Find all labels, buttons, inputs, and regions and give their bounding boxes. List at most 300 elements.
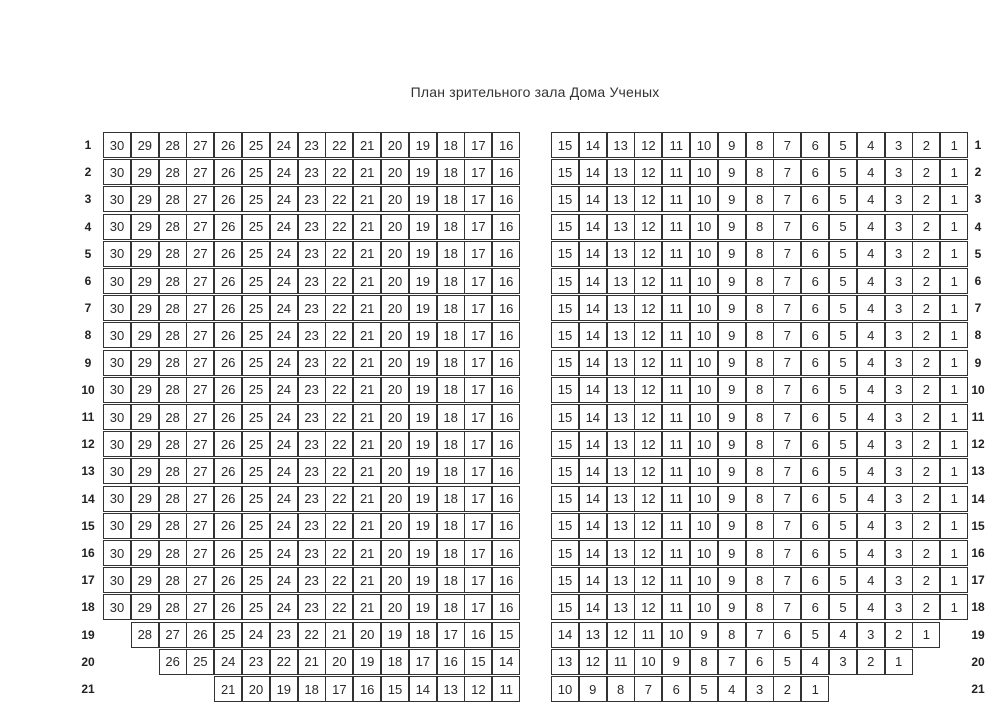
seat-left[interactable]: 25 — [242, 214, 270, 240]
seat-left[interactable]: 21 — [298, 649, 326, 675]
seat-left[interactable]: 16 — [492, 540, 520, 566]
seat-right[interactable]: 8 — [607, 676, 635, 702]
seat-left[interactable]: 19 — [353, 649, 381, 675]
seat-right[interactable]: 12 — [634, 567, 662, 593]
seat-left[interactable]: 20 — [353, 622, 381, 648]
seat-right[interactable]: 5 — [829, 486, 857, 512]
seat-left[interactable]: 28 — [159, 241, 187, 267]
seat-left[interactable]: 18 — [437, 132, 465, 158]
seat-right[interactable]: 6 — [801, 513, 829, 539]
seat-left[interactable]: 19 — [409, 322, 437, 348]
seat-right[interactable]: 10 — [662, 622, 690, 648]
seat-right[interactable]: 3 — [829, 649, 857, 675]
seat-left[interactable]: 16 — [492, 214, 520, 240]
seat-left[interactable]: 30 — [103, 159, 131, 185]
seat-left[interactable]: 17 — [464, 431, 492, 457]
seat-left[interactable]: 17 — [464, 458, 492, 484]
seat-left[interactable]: 27 — [186, 594, 214, 620]
seat-right[interactable]: 8 — [746, 513, 774, 539]
seat-left[interactable]: 18 — [437, 241, 465, 267]
seat-left[interactable]: 24 — [270, 377, 298, 403]
seat-right[interactable]: 13 — [607, 567, 635, 593]
seat-left[interactable]: 18 — [437, 159, 465, 185]
seat-right[interactable]: 2 — [773, 676, 801, 702]
seat-left[interactable]: 27 — [186, 431, 214, 457]
seat-left[interactable]: 24 — [270, 431, 298, 457]
seat-right[interactable]: 9 — [718, 377, 746, 403]
seat-left[interactable]: 24 — [242, 622, 270, 648]
seat-right[interactable]: 11 — [634, 622, 662, 648]
seat-right[interactable]: 7 — [773, 513, 801, 539]
seat-left[interactable]: 25 — [242, 241, 270, 267]
seat-right[interactable]: 10 — [690, 513, 718, 539]
seat-right[interactable]: 5 — [829, 322, 857, 348]
seat-right[interactable]: 5 — [829, 214, 857, 240]
seat-left[interactable]: 25 — [242, 186, 270, 212]
seat-left[interactable]: 21 — [353, 513, 381, 539]
seat-right[interactable]: 1 — [912, 622, 940, 648]
seat-left[interactable]: 27 — [186, 214, 214, 240]
seat-left[interactable]: 24 — [270, 486, 298, 512]
seat-right[interactable]: 5 — [829, 594, 857, 620]
seat-left[interactable]: 21 — [353, 322, 381, 348]
seat-left[interactable]: 17 — [464, 241, 492, 267]
seat-right[interactable]: 12 — [634, 431, 662, 457]
seat-right[interactable]: 11 — [662, 241, 690, 267]
seat-left[interactable]: 22 — [325, 322, 353, 348]
seat-left[interactable]: 19 — [409, 214, 437, 240]
seat-left[interactable]: 28 — [131, 622, 159, 648]
seat-left[interactable]: 21 — [353, 241, 381, 267]
seat-right[interactable]: 8 — [746, 567, 774, 593]
seat-right[interactable]: 8 — [746, 159, 774, 185]
seat-right[interactable]: 9 — [690, 622, 718, 648]
seat-left[interactable]: 22 — [298, 622, 326, 648]
seat-left[interactable]: 15 — [492, 622, 520, 648]
seat-right[interactable]: 14 — [579, 458, 607, 484]
seat-right[interactable]: 7 — [746, 622, 774, 648]
seat-left[interactable]: 18 — [437, 214, 465, 240]
seat-right[interactable]: 4 — [857, 404, 885, 430]
seat-right[interactable]: 5 — [829, 458, 857, 484]
seat-right[interactable]: 2 — [912, 132, 940, 158]
seat-right[interactable]: 6 — [801, 159, 829, 185]
seat-left[interactable]: 25 — [242, 295, 270, 321]
seat-right[interactable]: 5 — [829, 404, 857, 430]
seat-left[interactable]: 16 — [492, 268, 520, 294]
seat-right[interactable]: 15 — [551, 322, 579, 348]
seat-right[interactable]: 5 — [829, 268, 857, 294]
seat-left[interactable]: 26 — [214, 594, 242, 620]
seat-right[interactable]: 14 — [579, 404, 607, 430]
seat-right[interactable]: 14 — [579, 186, 607, 212]
seat-right[interactable]: 9 — [718, 594, 746, 620]
seat-right[interactable]: 5 — [829, 350, 857, 376]
seat-right[interactable]: 13 — [607, 214, 635, 240]
seat-right[interactable]: 7 — [773, 404, 801, 430]
seat-right[interactable]: 3 — [885, 350, 913, 376]
seat-right[interactable]: 11 — [662, 268, 690, 294]
seat-left[interactable]: 20 — [381, 377, 409, 403]
seat-left[interactable]: 24 — [270, 241, 298, 267]
seat-right[interactable]: 7 — [773, 214, 801, 240]
seat-left[interactable]: 22 — [325, 186, 353, 212]
seat-left[interactable]: 24 — [270, 567, 298, 593]
seat-left[interactable]: 18 — [437, 458, 465, 484]
seat-left[interactable]: 16 — [492, 404, 520, 430]
seat-right[interactable]: 1 — [940, 322, 968, 348]
seat-right[interactable]: 9 — [718, 186, 746, 212]
seat-left[interactable]: 20 — [381, 513, 409, 539]
seat-left[interactable]: 16 — [492, 132, 520, 158]
seat-right[interactable]: 8 — [746, 186, 774, 212]
seat-right[interactable]: 9 — [718, 214, 746, 240]
seat-right[interactable]: 1 — [801, 676, 829, 702]
seat-left[interactable]: 20 — [381, 132, 409, 158]
seat-left[interactable]: 22 — [325, 377, 353, 403]
seat-left[interactable]: 27 — [186, 186, 214, 212]
seat-right[interactable]: 4 — [857, 513, 885, 539]
seat-left[interactable]: 21 — [353, 268, 381, 294]
seat-right[interactable]: 14 — [579, 214, 607, 240]
seat-left[interactable]: 29 — [131, 132, 159, 158]
seat-right[interactable]: 3 — [885, 268, 913, 294]
seat-right[interactable]: 6 — [801, 241, 829, 267]
seat-left[interactable]: 30 — [103, 431, 131, 457]
seat-right[interactable]: 7 — [634, 676, 662, 702]
seat-left[interactable]: 15 — [464, 649, 492, 675]
seat-left[interactable]: 19 — [409, 404, 437, 430]
seat-right[interactable]: 2 — [912, 322, 940, 348]
seat-left[interactable]: 19 — [270, 676, 298, 702]
seat-left[interactable]: 17 — [464, 594, 492, 620]
seat-left[interactable]: 17 — [464, 214, 492, 240]
seat-right[interactable]: 1 — [940, 159, 968, 185]
seat-left[interactable]: 29 — [131, 486, 159, 512]
seat-left[interactable]: 23 — [298, 404, 326, 430]
seat-right[interactable]: 15 — [551, 350, 579, 376]
seat-right[interactable]: 13 — [607, 513, 635, 539]
seat-right[interactable]: 4 — [857, 214, 885, 240]
seat-left[interactable]: 19 — [409, 540, 437, 566]
seat-right[interactable]: 14 — [579, 132, 607, 158]
seat-right[interactable]: 15 — [551, 186, 579, 212]
seat-right[interactable]: 1 — [940, 350, 968, 376]
seat-left[interactable]: 21 — [353, 350, 381, 376]
seat-right[interactable]: 15 — [551, 132, 579, 158]
seat-right[interactable]: 7 — [773, 431, 801, 457]
seat-right[interactable]: 12 — [634, 322, 662, 348]
seat-right[interactable]: 10 — [690, 214, 718, 240]
seat-left[interactable]: 17 — [464, 377, 492, 403]
seat-left[interactable]: 25 — [242, 540, 270, 566]
seat-left[interactable]: 23 — [298, 241, 326, 267]
seat-left[interactable]: 24 — [214, 649, 242, 675]
seat-left[interactable]: 28 — [159, 377, 187, 403]
seat-left[interactable]: 25 — [242, 567, 270, 593]
seat-right[interactable]: 1 — [940, 377, 968, 403]
seat-left[interactable]: 13 — [437, 676, 465, 702]
seat-right[interactable]: 1 — [940, 241, 968, 267]
seat-right[interactable]: 10 — [690, 159, 718, 185]
seat-right[interactable]: 4 — [801, 649, 829, 675]
seat-left[interactable]: 29 — [131, 458, 159, 484]
seat-right[interactable]: 1 — [940, 404, 968, 430]
seat-right[interactable]: 14 — [579, 377, 607, 403]
seat-left[interactable]: 17 — [409, 649, 437, 675]
seat-right[interactable]: 2 — [912, 513, 940, 539]
seat-left[interactable]: 23 — [298, 377, 326, 403]
seat-right[interactable]: 3 — [885, 159, 913, 185]
seat-right[interactable]: 11 — [662, 594, 690, 620]
seat-left[interactable]: 25 — [242, 159, 270, 185]
seat-right[interactable]: 10 — [690, 295, 718, 321]
seat-right[interactable]: 14 — [579, 268, 607, 294]
seat-left[interactable]: 30 — [103, 214, 131, 240]
seat-left[interactable]: 14 — [409, 676, 437, 702]
seat-left[interactable]: 24 — [270, 214, 298, 240]
seat-left[interactable]: 17 — [464, 132, 492, 158]
seat-right[interactable]: 10 — [551, 676, 579, 702]
seat-right[interactable]: 4 — [857, 594, 885, 620]
seat-right[interactable]: 1 — [885, 649, 913, 675]
seat-left[interactable]: 23 — [298, 132, 326, 158]
seat-left[interactable]: 17 — [464, 540, 492, 566]
seat-left[interactable]: 17 — [325, 676, 353, 702]
seat-right[interactable]: 11 — [662, 159, 690, 185]
seat-left[interactable]: 30 — [103, 567, 131, 593]
seat-right[interactable]: 6 — [801, 431, 829, 457]
seat-left[interactable]: 26 — [214, 486, 242, 512]
seat-left[interactable]: 19 — [409, 159, 437, 185]
seat-left[interactable]: 22 — [325, 295, 353, 321]
seat-right[interactable]: 5 — [829, 513, 857, 539]
seat-left[interactable]: 27 — [186, 567, 214, 593]
seat-left[interactable]: 21 — [353, 404, 381, 430]
seat-right[interactable]: 1 — [940, 486, 968, 512]
seat-right[interactable]: 8 — [718, 622, 746, 648]
seat-right[interactable]: 9 — [718, 322, 746, 348]
seat-right[interactable]: 5 — [801, 622, 829, 648]
seat-left[interactable]: 18 — [437, 594, 465, 620]
seat-right[interactable]: 10 — [690, 350, 718, 376]
seat-right[interactable]: 12 — [634, 458, 662, 484]
seat-left[interactable]: 23 — [270, 622, 298, 648]
seat-right[interactable]: 3 — [885, 241, 913, 267]
seat-right[interactable]: 2 — [885, 622, 913, 648]
seat-left[interactable]: 23 — [298, 540, 326, 566]
seat-right[interactable]: 4 — [857, 350, 885, 376]
seat-left[interactable]: 28 — [159, 322, 187, 348]
seat-left[interactable]: 18 — [437, 186, 465, 212]
seat-right[interactable]: 13 — [607, 132, 635, 158]
seat-left[interactable]: 29 — [131, 594, 159, 620]
seat-left[interactable]: 27 — [186, 377, 214, 403]
seat-right[interactable]: 15 — [551, 214, 579, 240]
seat-left[interactable]: 19 — [409, 132, 437, 158]
seat-left[interactable]: 23 — [298, 350, 326, 376]
seat-left[interactable]: 26 — [214, 404, 242, 430]
seat-left[interactable]: 18 — [437, 295, 465, 321]
seat-right[interactable]: 5 — [829, 567, 857, 593]
seat-left[interactable]: 15 — [381, 676, 409, 702]
seat-right[interactable]: 9 — [662, 649, 690, 675]
seat-left[interactable]: 22 — [325, 132, 353, 158]
seat-right[interactable]: 4 — [857, 159, 885, 185]
seat-left[interactable]: 25 — [242, 486, 270, 512]
seat-right[interactable]: 8 — [746, 241, 774, 267]
seat-right[interactable]: 3 — [885, 431, 913, 457]
seat-right[interactable]: 1 — [940, 458, 968, 484]
seat-right[interactable]: 11 — [662, 322, 690, 348]
seat-right[interactable]: 7 — [773, 268, 801, 294]
seat-right[interactable]: 1 — [940, 186, 968, 212]
seat-left[interactable]: 25 — [242, 458, 270, 484]
seat-left[interactable]: 16 — [492, 567, 520, 593]
seat-left[interactable]: 21 — [325, 622, 353, 648]
seat-right[interactable]: 14 — [579, 431, 607, 457]
seat-right[interactable]: 9 — [718, 350, 746, 376]
seat-left[interactable]: 28 — [159, 513, 187, 539]
seat-left[interactable]: 28 — [159, 214, 187, 240]
seat-left[interactable]: 20 — [381, 458, 409, 484]
seat-right[interactable]: 15 — [551, 513, 579, 539]
seat-right[interactable]: 13 — [607, 458, 635, 484]
seat-right[interactable]: 10 — [690, 322, 718, 348]
seat-right[interactable]: 10 — [690, 431, 718, 457]
seat-left[interactable]: 18 — [437, 377, 465, 403]
seat-right[interactable]: 6 — [801, 540, 829, 566]
seat-left[interactable]: 23 — [298, 268, 326, 294]
seat-left[interactable]: 26 — [214, 513, 242, 539]
seat-left[interactable]: 25 — [242, 404, 270, 430]
seat-right[interactable]: 13 — [551, 649, 579, 675]
seat-right[interactable]: 3 — [885, 540, 913, 566]
seat-right[interactable]: 14 — [579, 513, 607, 539]
seat-right[interactable]: 15 — [551, 540, 579, 566]
seat-right[interactable]: 12 — [634, 268, 662, 294]
seat-right[interactable]: 6 — [801, 132, 829, 158]
seat-right[interactable]: 6 — [801, 567, 829, 593]
seat-right[interactable]: 11 — [662, 132, 690, 158]
seat-left[interactable]: 28 — [159, 268, 187, 294]
seat-left[interactable]: 16 — [437, 649, 465, 675]
seat-right[interactable]: 15 — [551, 377, 579, 403]
seat-right[interactable]: 14 — [579, 241, 607, 267]
seat-right[interactable]: 6 — [801, 486, 829, 512]
seat-left[interactable]: 20 — [381, 567, 409, 593]
seat-left[interactable]: 16 — [492, 186, 520, 212]
seat-right[interactable]: 8 — [746, 214, 774, 240]
seat-left[interactable]: 30 — [103, 322, 131, 348]
seat-left[interactable]: 27 — [186, 241, 214, 267]
seat-left[interactable]: 16 — [492, 295, 520, 321]
seat-left[interactable]: 20 — [381, 594, 409, 620]
seat-right[interactable]: 13 — [607, 594, 635, 620]
seat-right[interactable]: 13 — [607, 377, 635, 403]
seat-right[interactable]: 1 — [940, 132, 968, 158]
seat-left[interactable]: 17 — [464, 404, 492, 430]
seat-right[interactable]: 10 — [690, 458, 718, 484]
seat-left[interactable]: 21 — [353, 431, 381, 457]
seat-left[interactable]: 17 — [464, 513, 492, 539]
seat-right[interactable]: 14 — [579, 567, 607, 593]
seat-right[interactable]: 8 — [690, 649, 718, 675]
seat-right[interactable]: 15 — [551, 567, 579, 593]
seat-right[interactable]: 2 — [912, 350, 940, 376]
seat-left[interactable]: 26 — [214, 186, 242, 212]
seat-left[interactable]: 17 — [437, 622, 465, 648]
seat-left[interactable]: 16 — [492, 350, 520, 376]
seat-right[interactable]: 6 — [801, 295, 829, 321]
seat-right[interactable]: 1 — [940, 567, 968, 593]
seat-right[interactable]: 7 — [773, 241, 801, 267]
seat-left[interactable]: 24 — [270, 186, 298, 212]
seat-left[interactable]: 22 — [325, 241, 353, 267]
seat-right[interactable]: 9 — [718, 159, 746, 185]
seat-left[interactable]: 25 — [242, 431, 270, 457]
seat-right[interactable]: 4 — [857, 322, 885, 348]
seat-left[interactable]: 19 — [409, 241, 437, 267]
seat-left[interactable]: 29 — [131, 567, 159, 593]
seat-left[interactable]: 19 — [409, 186, 437, 212]
seat-left[interactable]: 24 — [270, 322, 298, 348]
seat-right[interactable]: 12 — [634, 132, 662, 158]
seat-left[interactable]: 22 — [325, 486, 353, 512]
seat-left[interactable]: 12 — [464, 676, 492, 702]
seat-left[interactable]: 19 — [409, 377, 437, 403]
seat-right[interactable]: 12 — [634, 486, 662, 512]
seat-left[interactable]: 29 — [131, 186, 159, 212]
seat-right[interactable]: 4 — [857, 567, 885, 593]
seat-right[interactable]: 14 — [579, 486, 607, 512]
seat-left[interactable]: 20 — [381, 404, 409, 430]
seat-right[interactable]: 8 — [746, 431, 774, 457]
seat-left[interactable]: 20 — [381, 159, 409, 185]
seat-left[interactable]: 24 — [270, 132, 298, 158]
seat-left[interactable]: 29 — [131, 404, 159, 430]
seat-right[interactable]: 6 — [801, 186, 829, 212]
seat-right[interactable]: 14 — [579, 322, 607, 348]
seat-left[interactable]: 18 — [437, 540, 465, 566]
seat-right[interactable]: 7 — [773, 377, 801, 403]
seat-right[interactable]: 15 — [551, 295, 579, 321]
seat-right[interactable]: 6 — [801, 214, 829, 240]
seat-left[interactable]: 24 — [270, 458, 298, 484]
seat-right[interactable]: 13 — [607, 295, 635, 321]
seat-left[interactable]: 26 — [214, 132, 242, 158]
seat-right[interactable]: 8 — [746, 295, 774, 321]
seat-left[interactable]: 30 — [103, 350, 131, 376]
seat-left[interactable]: 18 — [437, 404, 465, 430]
seat-right[interactable]: 4 — [718, 676, 746, 702]
seat-left[interactable]: 27 — [186, 513, 214, 539]
seat-right[interactable]: 10 — [690, 186, 718, 212]
seat-left[interactable]: 21 — [353, 377, 381, 403]
seat-left[interactable]: 17 — [464, 486, 492, 512]
seat-left[interactable]: 26 — [214, 268, 242, 294]
seat-left[interactable]: 30 — [103, 241, 131, 267]
seat-left[interactable]: 28 — [159, 350, 187, 376]
seat-right[interactable]: 4 — [857, 458, 885, 484]
seat-left[interactable]: 16 — [492, 431, 520, 457]
seat-left[interactable]: 24 — [270, 540, 298, 566]
seat-left[interactable]: 26 — [159, 649, 187, 675]
seat-left[interactable]: 22 — [325, 540, 353, 566]
seat-right[interactable]: 7 — [773, 350, 801, 376]
seat-right[interactable]: 3 — [857, 622, 885, 648]
seat-right[interactable]: 4 — [857, 268, 885, 294]
